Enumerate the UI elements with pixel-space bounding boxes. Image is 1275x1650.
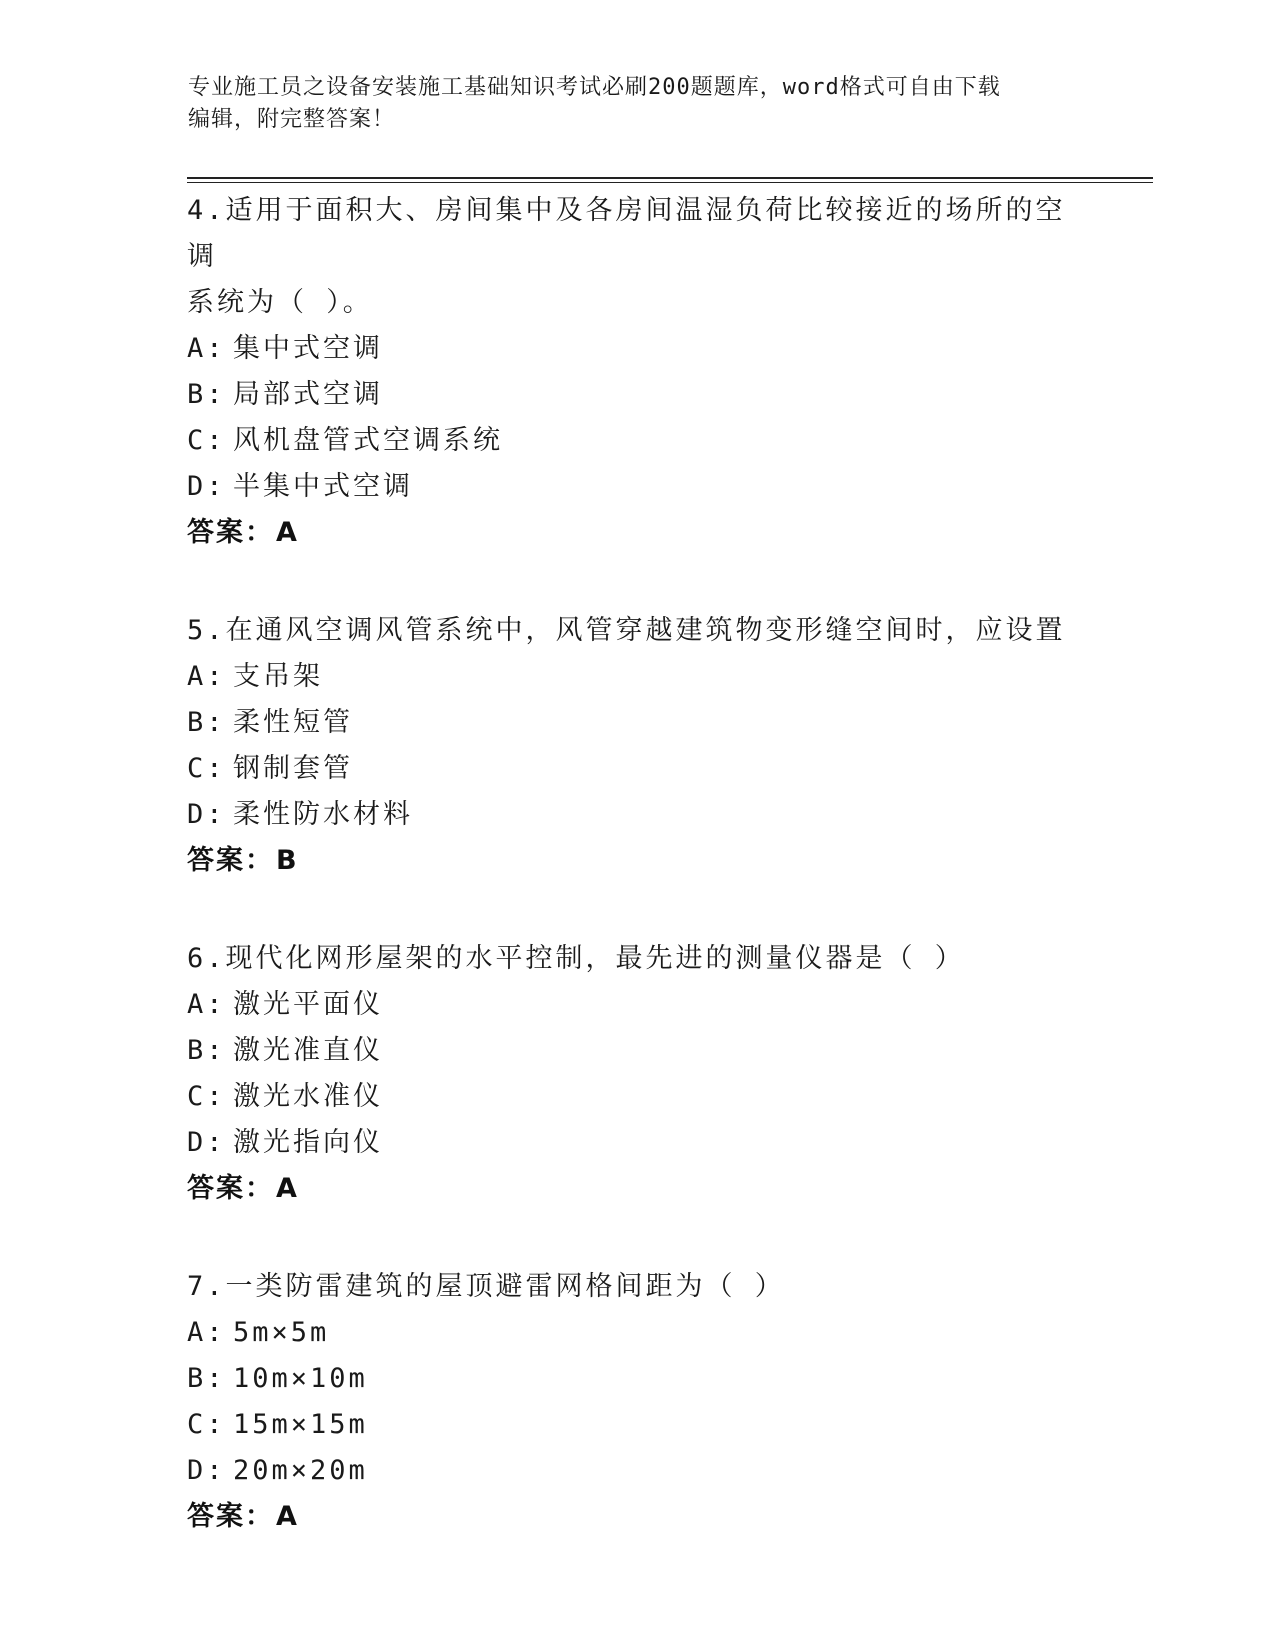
header-line-2: 编辑，附完整答案！: [188, 107, 396, 132]
option-letter: A:: [187, 989, 226, 1020]
option-letter: B:: [187, 379, 226, 410]
header-rule-thin: [187, 182, 1153, 183]
option-a: [187, 982, 1087, 1028]
option-text: 钢制套管: [233, 753, 353, 784]
question-stem: 7.一类防雷建筑的屋顶避雷网格间距为（ ）: [187, 1271, 785, 1302]
answer-row: [187, 1494, 1087, 1540]
option-letter: C:: [187, 1081, 226, 1112]
option-text: 激光水准仪: [233, 1081, 383, 1112]
option-text: 激光准直仪: [233, 1035, 383, 1066]
question-stem: 4.适用于面积大、房间集中及各房间温湿负荷比较接近的场所的空调: [187, 195, 1066, 272]
answer-value: A: [276, 517, 297, 548]
option-letter: B:: [187, 707, 226, 738]
option-text: 集中式空调: [233, 333, 383, 364]
question-stem-continued: 系统为（ ）。: [187, 287, 373, 318]
option-letter: D:: [187, 471, 226, 502]
option-c: [187, 746, 1087, 792]
option-text: 5m×5m: [233, 1317, 330, 1348]
option-letter: A:: [187, 333, 226, 364]
option-b: [187, 700, 1087, 746]
option-b: [187, 1356, 1087, 1402]
option-b: [187, 372, 1087, 418]
option-letter: D:: [187, 799, 226, 830]
answer-value: A: [276, 1501, 297, 1532]
option-text: 10m×10m: [233, 1363, 368, 1394]
option-text: 20m×20m: [233, 1455, 368, 1486]
option-letter: B:: [187, 1363, 226, 1394]
header-line-1: 专业施工员之设备安装施工基础知识考试必刷200题题库，word格式可自由下载: [188, 75, 1001, 100]
question-list: [187, 188, 1087, 1592]
answer-row: [187, 838, 1087, 884]
question-stem: 6.现代化网形屋架的水平控制，最先进的测量仪器是（ ）: [187, 943, 965, 974]
answer-row: [187, 1166, 1087, 1212]
option-letter: A:: [187, 1317, 226, 1348]
header-rule-thick: [187, 177, 1153, 179]
answer-label: 答案：: [187, 1173, 274, 1204]
option-d: [187, 792, 1087, 838]
option-text: 柔性短管: [233, 707, 353, 738]
option-c: [187, 1074, 1087, 1120]
question-6: [187, 936, 1087, 1212]
option-text: 风机盘管式空调系统: [233, 425, 503, 456]
option-letter: A:: [187, 661, 226, 692]
option-letter: B:: [187, 1035, 226, 1066]
option-letter: D:: [187, 1127, 226, 1158]
option-letter: D:: [187, 1455, 226, 1486]
answer-row: [187, 510, 1087, 556]
answer-label: 答案：: [187, 845, 274, 876]
option-text: 激光平面仪: [233, 989, 383, 1020]
option-d: [187, 1120, 1087, 1166]
answer-label: 答案：: [187, 517, 274, 548]
option-c: [187, 1402, 1087, 1448]
option-letter: C:: [187, 753, 226, 784]
option-letter: C:: [187, 425, 226, 456]
answer-value: B: [276, 845, 297, 876]
option-a: [187, 1310, 1087, 1356]
option-c: [187, 418, 1087, 464]
option-letter: C:: [187, 1409, 226, 1440]
option-text: 柔性防水材料: [233, 799, 413, 830]
option-text: 激光指向仪: [233, 1127, 383, 1158]
question-5: [187, 608, 1087, 884]
option-a: [187, 654, 1087, 700]
option-d: [187, 464, 1087, 510]
option-d: [187, 1448, 1087, 1494]
option-text: 局部式空调: [233, 379, 383, 410]
option-text: 15m×15m: [233, 1409, 368, 1440]
option-a: [187, 326, 1087, 372]
answer-label: 答案：: [187, 1501, 274, 1532]
question-7: [187, 1264, 1087, 1540]
option-b: [187, 1028, 1087, 1074]
answer-value: A: [276, 1173, 297, 1204]
question-4: [187, 188, 1087, 556]
option-text: 支吊架: [233, 661, 323, 692]
document-header: [188, 72, 1068, 136]
question-stem: 5.在通风空调风管系统中，风管穿越建筑物变形缝空间时，应设置: [187, 615, 1066, 646]
option-text: 半集中式空调: [233, 471, 413, 502]
